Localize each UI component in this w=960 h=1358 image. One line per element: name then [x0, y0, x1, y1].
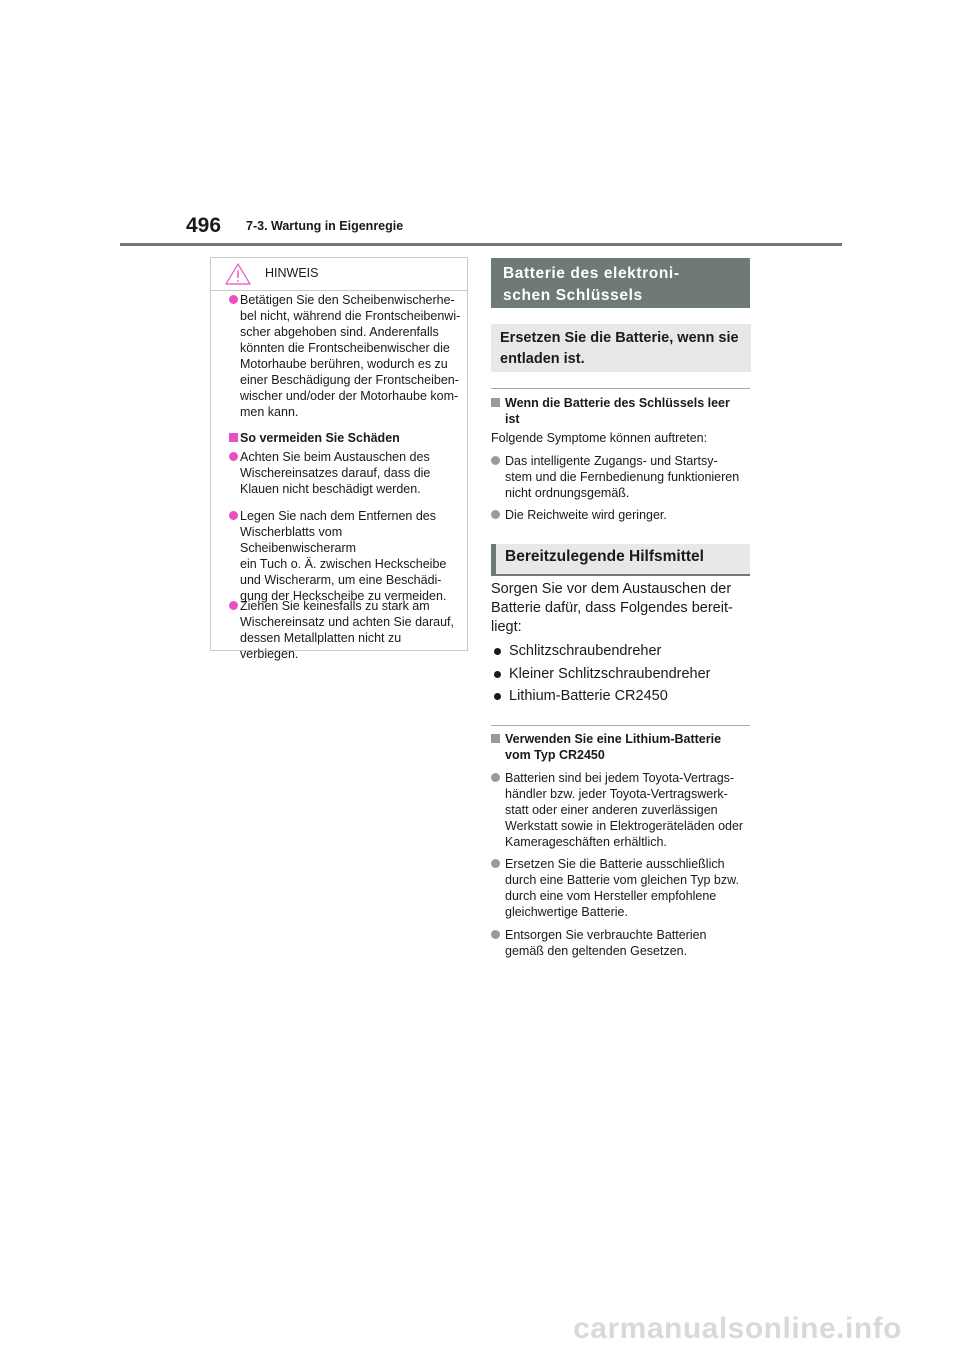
line: Ersetzen Sie die Batterie ausschließlich [505, 857, 725, 871]
notice-item [229, 598, 461, 662]
lithium-item [491, 856, 751, 920]
watermark: carmanualsonline.info [573, 1312, 902, 1345]
tool-item [491, 643, 661, 659]
tool-item [491, 666, 711, 682]
line: ist [505, 412, 520, 426]
line: Wischerblatts vom Scheibenwischerarm [240, 525, 357, 555]
line: men kann. [240, 405, 299, 419]
line: Wischereinsatzes darauf, dass die [240, 466, 431, 480]
box-line: Ersetzen Sie die Batterie, wenn sie [500, 330, 739, 346]
line: einer Beschädigung der Frontscheiben- [240, 373, 459, 387]
bullet-dot [494, 693, 501, 700]
tool-text: Schlitzschraubendreher [509, 643, 662, 659]
line: gemäß den geltenden Gesetzen. [505, 944, 688, 958]
bullet-dot [229, 511, 238, 520]
line: bel nicht, während die Frontscheibenwi- [240, 309, 461, 323]
notice-title: HINWEIS [265, 266, 319, 280]
line: ein Tuch o. Ä. zwischen Heckscheibe [240, 557, 447, 571]
notice-item [229, 449, 461, 497]
bullet-dot [491, 456, 500, 465]
line: liegt: [491, 619, 522, 635]
heading-line: Batterie des elektroni- [503, 265, 680, 282]
line: könnten die Frontscheibenwischer die [240, 341, 450, 355]
bullet-dot [229, 295, 238, 304]
bullet-square [491, 398, 500, 407]
notice-header [211, 258, 467, 291]
bullet-square [229, 433, 238, 442]
line: statt oder einer anderen zuverlässigen [505, 803, 718, 817]
line: Achten Sie beim Austauschen des [240, 450, 430, 464]
line: Betätigen Sie den Scheibenwischerhe- [240, 293, 455, 307]
lithium-heading [491, 731, 751, 763]
symptom-item [491, 453, 751, 501]
line: Die Reichweite wird geringer. [505, 508, 667, 522]
line: stem und die Fernbedienung funktionieren [505, 470, 740, 484]
line: durch eine vom Hersteller empfohlene [505, 889, 717, 903]
line: Ziehen Sie keinesfalls zu stark am [240, 599, 430, 613]
notice-item [229, 508, 461, 604]
header-rule [120, 243, 842, 246]
heading-line: schen Schlüssels [503, 287, 643, 304]
line: Batterien sind bei jedem Toyota-Vertrags- [505, 771, 735, 785]
line: Verwenden Sie eine Lithium-Batterie [505, 732, 722, 746]
bullet-dot [491, 859, 500, 868]
notice-item [229, 292, 461, 420]
tool-text: Lithium-Batterie CR2450 [509, 688, 668, 704]
notice-subheading [229, 430, 461, 446]
subheading-text: So vermeiden Sie Schäden [240, 431, 400, 445]
empty-battery-heading [491, 395, 751, 427]
line: Das intelligente Zugangs- und Startsy- [505, 454, 718, 468]
bullet-dot [229, 601, 238, 610]
divider [491, 388, 750, 389]
line: Motorhaube berühren, wodurch es zu [240, 357, 448, 371]
line: und Wischerarm, um eine Beschädi- [240, 573, 442, 587]
line: dessen Metallplatten nicht zu verbiegen. [240, 631, 402, 661]
bullet-dot [491, 930, 500, 939]
line: Werkstatt sowie in Elektrogeräteläden oder [505, 819, 744, 833]
symptoms-intro: Folgende Symptome können auftreten: [491, 431, 708, 445]
replace-battery-box [491, 324, 751, 372]
warning-icon [225, 263, 251, 285]
divider [491, 725, 750, 726]
tool-item [491, 688, 668, 704]
symptom-item [491, 507, 751, 523]
bullet-dot [494, 648, 501, 655]
box-line: entladen ist. [500, 351, 585, 367]
bullet-dot [491, 773, 500, 782]
line: nicht ordnungsgemäß. [505, 486, 630, 500]
bullet-dot [491, 510, 500, 519]
battery-section-heading [491, 258, 750, 308]
line: gleichwertige Batterie. [505, 905, 628, 919]
line: Wischereinsatz und achten Sie darauf, [240, 615, 455, 629]
line: Legen Sie nach dem Entfernen des [240, 509, 436, 523]
line: durch eine Batterie vom gleichen Typ bzw. [505, 873, 739, 887]
bullet-dot [229, 452, 238, 461]
tools-section-heading: Bereitzulegende Hilfsmittel [491, 544, 750, 576]
line: Kamerageschäften erhältlich. [505, 835, 667, 849]
bullet-dot [494, 671, 501, 678]
line: gung der Heckscheibe zu vermeiden. [240, 589, 447, 603]
line: händler bzw. jeder Toyota-Vertragswerk- [505, 787, 728, 801]
tools-intro [491, 580, 751, 637]
lithium-item [491, 770, 751, 850]
line: vom Typ CR2450 [505, 748, 605, 762]
lithium-item [491, 927, 751, 959]
line: Wenn die Batterie des Schlüssels leer [505, 396, 730, 410]
line: Sorgen Sie vor dem Austauschen der [491, 581, 732, 597]
bullet-square [491, 734, 500, 743]
notice-box [210, 257, 468, 661]
page-number: 496 [186, 214, 222, 237]
line: Entsorgen Sie verbrauchte Batterien [505, 928, 707, 942]
line: Batterie dafür, dass Folgendes bereit- [491, 600, 733, 616]
section-title: 7-3. Wartung in Eigenregie [246, 219, 404, 233]
tool-text: Kleiner Schlitzschraubendreher [509, 666, 711, 682]
line: wischer und/oder der Motorhaube kom- [240, 389, 459, 403]
line: scher abgehoben sind. Anderenfalls [240, 325, 439, 339]
line: Klauen nicht beschädigt werden. [240, 482, 421, 496]
